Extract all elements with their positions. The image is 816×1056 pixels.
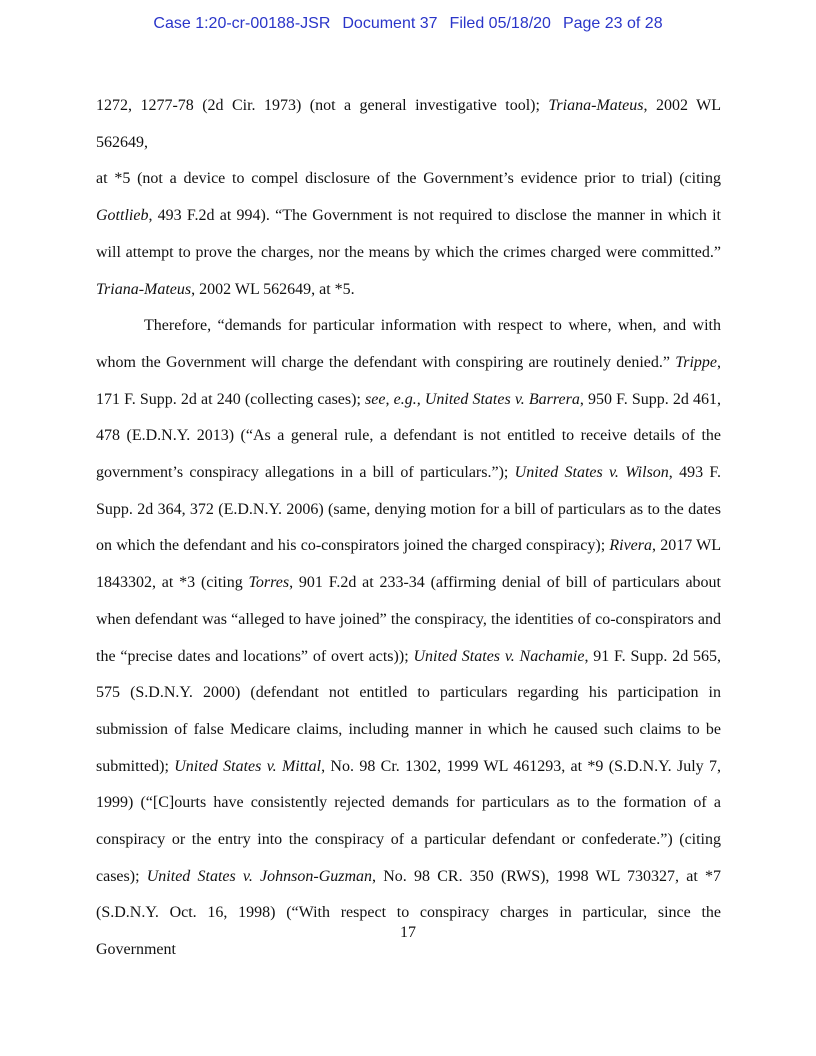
text-run: , 493 F. — [668, 464, 721, 482]
text-line — [96, 602, 721, 639]
text-line — [96, 785, 721, 822]
text-run: government’s conspiracy allegations in a bill of particulars.”); — [96, 464, 515, 482]
page-number: 17 — [400, 924, 416, 941]
text-line — [96, 235, 721, 272]
text-run: Supp. 2d 364, 372 (E.D.N.Y. 2006) (same, denying motion for a bill of particulars as to the dates — [96, 500, 721, 518]
case-citation: see, e.g., United States v. Barrera — [365, 390, 580, 408]
case-citation: Triana-Mateus — [96, 280, 192, 298]
text-run: at *5 (not a device to compel disclosure of the Government’s evidence prior to trial) (citing — [96, 170, 721, 188]
paragraph — [96, 88, 721, 308]
text-run: the “precise dates and locations” of overt acts)); — [96, 647, 414, 665]
text-line — [96, 749, 721, 786]
text-run: , 901 F.2d at 233-34 (affirming denial of bill of particulars about — [289, 574, 721, 592]
ecf-filing-header — [0, 14, 816, 34]
text-line — [96, 272, 721, 309]
text-run: 1272, 1277-78 (2d Cir. 1973) (not a general investigative tool); — [96, 97, 549, 114]
text-run: 1843302, at *3 (citing — [96, 574, 249, 592]
text-line — [96, 492, 721, 529]
text-run: , 2002 WL 562649, — [96, 97, 721, 151]
text-line — [96, 859, 721, 896]
case-number: Case 1:20-cr-00188-JSR — [153, 15, 331, 32]
text-run: , 950 F. Supp. 2d 461, — [579, 390, 721, 408]
text-line — [96, 418, 721, 455]
case-citation: Gottlieb — [96, 207, 149, 225]
case-citation: United States v. Wilson — [514, 464, 669, 482]
text-run: , 2017 WL — [652, 537, 721, 555]
case-citation: United States v. Mittal — [174, 757, 322, 775]
text-line — [96, 88, 721, 161]
case-citation: Torres — [248, 574, 290, 592]
text-run: , 91 F. Supp. 2d 565, — [584, 647, 721, 665]
text-run: conspiracy or the entry into the conspiracy of a particular defendant or confederate.”) (citing — [96, 831, 721, 849]
case-citation: Triana-Mateus — [548, 97, 644, 114]
text-line — [96, 161, 721, 198]
text-run: Therefore, “demands for particular information with respect to where, when, and with — [144, 317, 721, 335]
text-run: whom the Government will charge the defendant with conspiring are routinely denied.” — [96, 353, 676, 371]
paragraph — [96, 308, 721, 969]
text-line — [96, 382, 721, 419]
text-run: , — [717, 353, 721, 371]
text-run: , No. 98 Cr. 1302, 1999 WL 461293, at *9 (S.D.N.Y. July 7, — [321, 757, 721, 775]
text-line — [96, 345, 721, 382]
page-of-total: Page 23 of 28 — [562, 15, 663, 32]
text-run: , No. 98 CR. 350 (RWS), 1998 WL 730327, at *7 — [372, 867, 722, 885]
case-citation: United States v. Johnson-Guzman — [146, 867, 373, 885]
text-run: , 493 F.2d at 994). “The Government is not required to disclose the manner in which it — [148, 207, 721, 225]
text-line — [96, 639, 721, 676]
text-run: on which the defendant and his co-conspirators joined the charged conspiracy); — [96, 537, 610, 555]
body-text — [96, 88, 721, 969]
text-line — [96, 565, 721, 602]
text-run: submission of false Medicare claims, including manner in which he caused such claims to be — [96, 720, 721, 738]
text-run: 171 F. Supp. 2d at 240 (collecting cases); — [96, 390, 366, 408]
text-run: cases); — [96, 867, 147, 885]
text-line — [96, 675, 721, 712]
text-line — [96, 528, 721, 565]
text-run: when defendant was “alleged to have joined” the conspiracy, the identities of co-conspirators and — [96, 610, 721, 628]
text-line — [96, 712, 721, 749]
case-citation: Trippe — [675, 353, 717, 371]
text-line — [96, 455, 721, 492]
filed-date: Filed 05/18/20 — [449, 15, 551, 32]
text-run: submitted); — [96, 757, 175, 775]
text-line — [96, 308, 721, 345]
case-citation: Rivera — [609, 537, 652, 555]
text-run: 1999) (“[C]ourts have consistently rejected demands for particulars as to the formation of a — [96, 794, 721, 812]
text-run: 575 (S.D.N.Y. 2000) (defendant not entitled to particulars regarding his participation in — [96, 684, 721, 702]
text-run: will attempt to prove the charges, nor the means by which the crimes charged were committed.” — [96, 243, 721, 261]
text-run: (S.D.N.Y. Oct. 16, 1998) (“With respect to conspiracy charges in particular, since the Government — [96, 904, 721, 959]
text-line — [96, 822, 721, 859]
document-number: Document 37 — [342, 15, 438, 32]
text-run: 478 (E.D.N.Y. 2013) (“As a general rule, a defendant is not entitled to receive details of the — [96, 427, 721, 445]
text-run: , 2002 WL 562649, at *5. — [191, 280, 355, 298]
text-line — [96, 198, 721, 235]
case-citation: United States v. Nachamie — [413, 647, 585, 665]
